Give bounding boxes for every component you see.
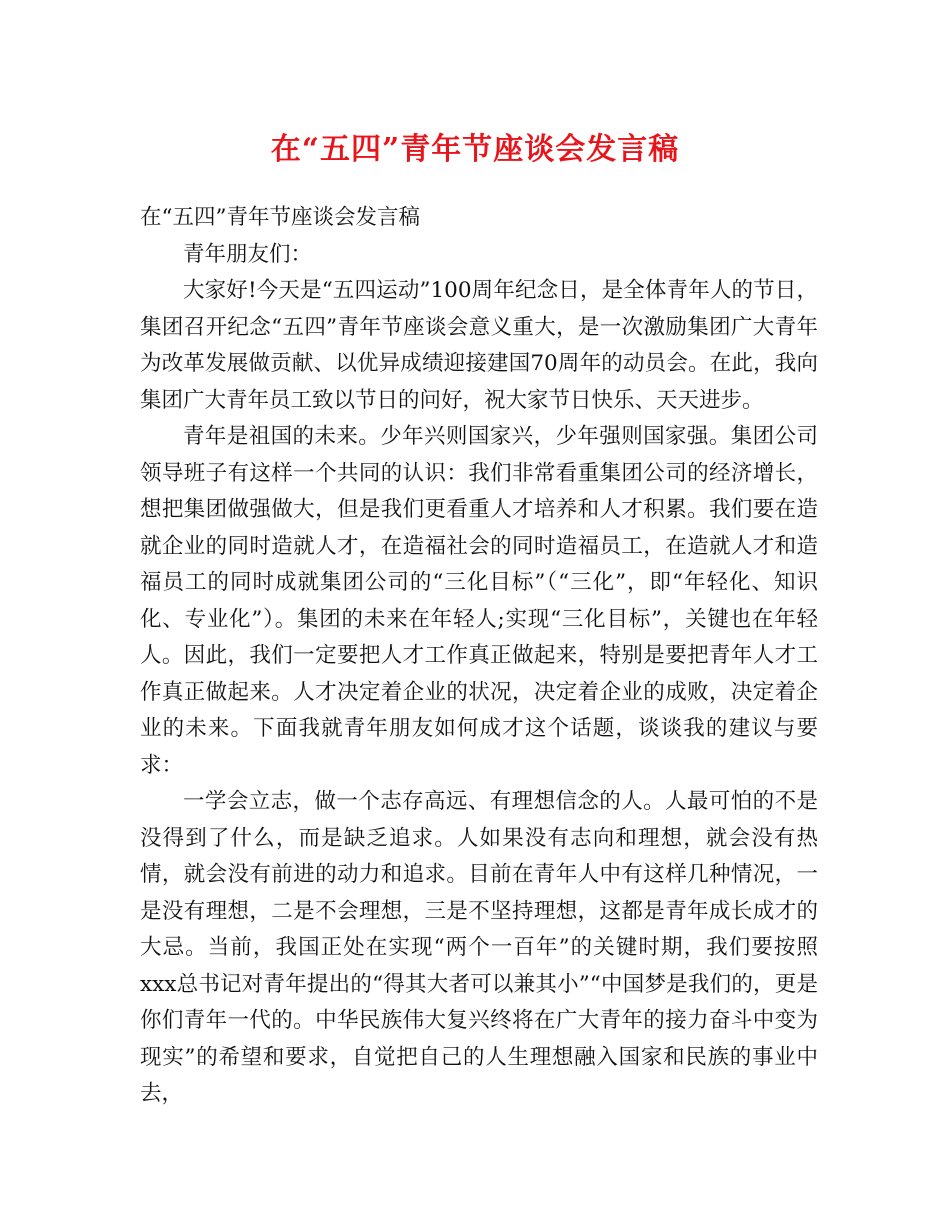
paragraph: 一学会立志，做一个志存高远、有理想信念的人。人最可怕的不是没得到了什么，而是缺乏追求。人如果没有志向和理想，就会没有热情，就会没有前进的动力和追求。目前在青年人中有这样几种情况，一是没有理想，二是不会理想，三是不坚持理想，这都是青年成长成才的大忌。当前，我国正处在实现“两个一百年”的关键时期，我们要按照xxx总书记对青年提出的“得其大者可以兼其小”“中国梦是我们的，更是你们青年一代的。中华民族伟大复兴终将在广大青年的接力奋斗中变为现实”的希望和要求，自觉把自己的人生理想融入国家和民族的事业中去， [140, 789, 818, 1106]
document-body [140, 200, 818, 1113]
paragraph: 大家好!今天是“五四运动”100周年纪念日，是全体青年人的节日，集团召开纪念“五四”青年节座谈会意义重大，是一次激励集团广大青年为改革发展做贡献、以优异成绩迎接建国70周年的动员会。在此，我向集团广大青年员工致以节日的问好，祝大家节日快乐、天天进步。 [140, 278, 818, 413]
paragraph: 青年是祖国的未来。少年兴则国家兴，少年强则国家强。集团公司领导班子有这样一个共同的认识：我们非常看重集团公司的经济增长，想把集团做强做大，但是我们更看重人才培养和人才积累。我们要在造就企业的同时造就人才，在造福社会的同时造福员工，在造就人才和造福员工的同时成就集团公司的“三化目标”（“三化”，即“年轻化、知识化、专业化”）。集团的未来在年轻人;实现“三化目标”，关键也在年轻人。因此，我们一定要把人才工作真正做起来，特别是要把青年人才工作真正做起来。人才决定着企业的状况，决定着企业的成败，决定着企业的未来。下面我就青年朋友如何成才这个话题，谈谈我的建议与要求： [140, 424, 818, 778]
subtitle-line: 在“五四”青年节座谈会发言稿 [140, 205, 420, 230]
document-title: 在“五四”青年节座谈会发言稿 [270, 132, 680, 167]
salutation: 青年朋友们： [183, 241, 313, 267]
